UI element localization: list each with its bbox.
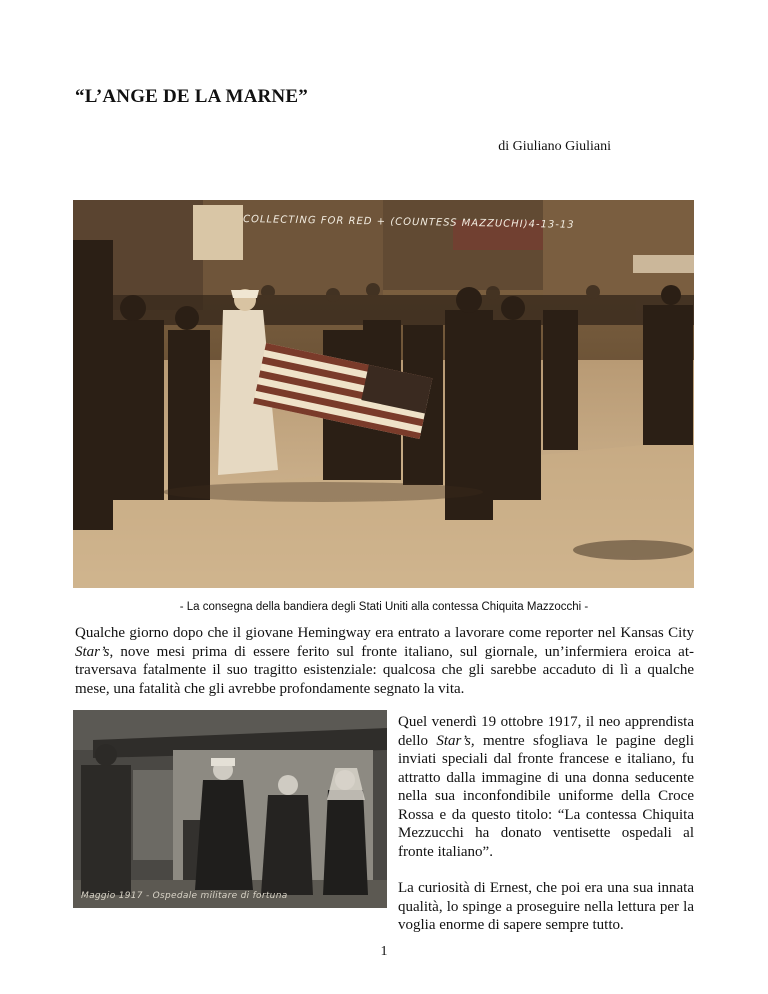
page-number: 1 <box>380 944 388 959</box>
photo-flag-ceremony <box>73 200 694 588</box>
paragraph-friday: Quel venerdì 19 ottobre 1917, il neo apprendista dello Star’s, mentre sfogliava le pagine degli inviati speciali dal fronte francese e italiano, fu attratto dalla immagine di una donna seducente nella sua inconfondibile uniforme della Croce Rossa e da questo titolo: “La contessa Chiquita Mezzucchi ha donato ventisette ospedali al fronte italiano”. <box>398 714 694 860</box>
photo-field-hospital <box>73 710 387 908</box>
paragraph-intro: Qualche giorno dopo che il giovane Hemingway era entrato a lavorare come reporter nel Kansas City Star’s, nove mesi prima di essere ferito sul fronte italiano, sul giornale, un’infermiera eroica attraversava fatalmente il suo tragitto esistenziale: qualcosa che gli sarebbe accaduto di lì a qualche mese, una fatalità che gli avrebbe profondamente segnato la vita. <box>75 625 694 697</box>
page-title: “L’ANGE DE LA MARNE” <box>75 86 308 107</box>
photo-inscription: COLLECTING FOR RED + (COUNTESS MAZZUCHI)4-13-13 <box>242 214 575 231</box>
paragraph-curiosity: La curiosità di Ernest, che poi era una sua innata qualità, lo spinge a proseguire nella lettura per la voglia enorme di sapere sempre tutto. <box>398 880 694 933</box>
right-column-text <box>398 713 694 953</box>
photo-caption-hospital: Maggio 1917 - Ospedale militare di fortuna <box>81 891 288 901</box>
author-byline: di Giuliano Giuliani <box>498 139 611 154</box>
photo-caption: - La consegna della bandiera degli Stati Uniti alla contessa Chiquita Mazzocchi - <box>179 601 589 613</box>
